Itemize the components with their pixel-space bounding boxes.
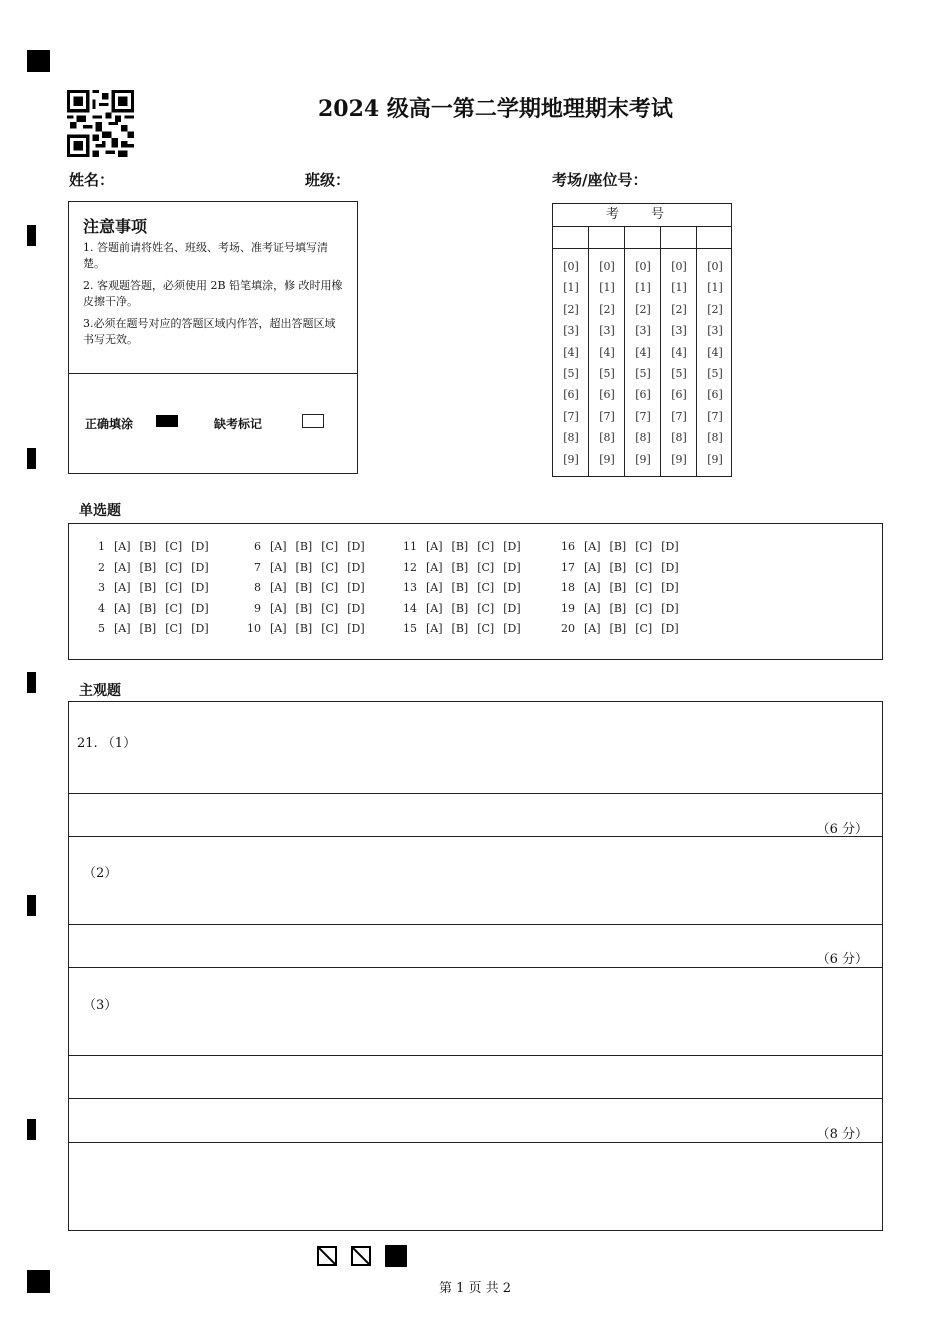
mcq-option-bubble[interactable]: [B]: [139, 622, 157, 635]
timing-mark: [27, 672, 36, 693]
mcq-option-bubble[interactable]: [A]: [270, 601, 287, 615]
mcq-option-bubble[interactable]: [B]: [139, 581, 157, 594]
mcq-option-bubble[interactable]: [D]: [661, 540, 679, 553]
mcq-option-bubble[interactable]: [A]: [426, 622, 443, 635]
exam-digit-bubble[interactable]: [7]: [563, 409, 579, 423]
page-mark-cross: [351, 1246, 371, 1266]
exam-digit-bubble[interactable]: [1]: [707, 281, 723, 295]
mcq-option-bubble[interactable]: [B]: [139, 540, 157, 553]
mcq-option-bubble[interactable]: [D]: [503, 601, 521, 615]
exam-digit-bubble[interactable]: [3]: [671, 324, 687, 338]
mcq-option-bubble[interactable]: [C]: [477, 622, 495, 635]
notice-heading: 注意事项: [83, 217, 148, 236]
mcq-option-bubble[interactable]: [B]: [139, 560, 157, 574]
correct-fill-sample: [156, 415, 178, 427]
mcq-section-label: 单选题: [79, 503, 121, 519]
mcq-option-bubble[interactable]: [A]: [584, 560, 601, 574]
page-mark-cross: [317, 1246, 337, 1266]
mcq-number: 10: [247, 622, 261, 635]
exam-digit-bubble[interactable]: [5]: [635, 367, 651, 380]
mcq-option-bubble[interactable]: [C]: [165, 622, 183, 635]
absent-mark-label: 缺考标记: [214, 417, 263, 431]
mcq-question-15: [401, 622, 521, 635]
mcq-option-bubble[interactable]: [A]: [270, 581, 287, 594]
exam-digit-bubble[interactable]: [9]: [599, 452, 615, 466]
mcq-option-bubble[interactable]: [B]: [295, 622, 313, 635]
exam-digit-bubble[interactable]: [9]: [563, 452, 579, 466]
mcq-number: 2: [98, 560, 105, 574]
qr-code-icon: [67, 90, 134, 157]
mcq-option-bubble[interactable]: [D]: [503, 540, 521, 553]
exam-digit-bubble[interactable]: [0]: [599, 260, 615, 273]
absent-mark-box[interactable]: [302, 414, 324, 428]
mcq-option-bubble[interactable]: [D]: [661, 601, 679, 615]
mcq-question-7: [245, 561, 365, 574]
mcq-number: 18: [561, 581, 575, 594]
timing-mark: [27, 1119, 36, 1140]
exam-digit-bubble[interactable]: [1]: [599, 281, 615, 295]
answer-line: [69, 1055, 882, 1056]
exam-digit-bubble[interactable]: [7]: [707, 409, 723, 423]
subjective-section-label: 主观题: [79, 683, 121, 699]
exam-title: 2024 级高一第二学期地理期末考试: [318, 96, 673, 122]
answer-line: [69, 967, 882, 968]
exam-digit-bubble[interactable]: [8]: [563, 431, 579, 445]
mcq-question-12: [401, 561, 521, 574]
mcq-option-bubble[interactable]: [B]: [139, 601, 157, 615]
mcq-question-17: [559, 561, 679, 574]
correct-fill-label: 正确填涂: [85, 417, 134, 431]
score-label: （6 分）: [816, 952, 868, 967]
mcq-option-bubble[interactable]: [C]: [477, 540, 495, 553]
mcq-option-bubble[interactable]: [C]: [321, 540, 339, 553]
mcq-question-10: [245, 622, 365, 635]
exam-digit-bubble[interactable]: [2]: [635, 302, 651, 316]
question-3-label: （3）: [83, 998, 118, 1013]
mcq-number: 5: [98, 622, 105, 635]
page-mark-filled: [385, 1245, 407, 1267]
mcq-option-bubble[interactable]: [A]: [114, 540, 131, 553]
divider: [69, 373, 357, 374]
mcq-option-bubble[interactable]: [D]: [661, 622, 679, 635]
exam-digit-bubble[interactable]: [2]: [671, 302, 687, 316]
exam-digit-bubble[interactable]: [8]: [599, 431, 615, 445]
mcq-question-14: [401, 602, 521, 615]
registration-mark-top-left: [27, 50, 50, 72]
mcq-option-bubble[interactable]: [B]: [609, 560, 627, 574]
exam-digit-bubble[interactable]: [8]: [707, 431, 723, 445]
mcq-option-bubble[interactable]: [C]: [321, 560, 339, 574]
mcq-option-bubble[interactable]: [D]: [503, 581, 521, 594]
mcq-option-bubble[interactable]: [A]: [584, 581, 601, 594]
exam-digit-bubble[interactable]: [5]: [599, 367, 615, 380]
mcq-option-bubble[interactable]: [C]: [635, 622, 653, 635]
mcq-number: 13: [403, 581, 417, 594]
exam-digit-bubble[interactable]: [3]: [599, 324, 615, 338]
mcq-option-bubble[interactable]: [D]: [347, 622, 365, 635]
mcq-option-bubble[interactable]: [D]: [347, 560, 365, 574]
mcq-question-11: [401, 540, 521, 553]
exam-digit-bubble[interactable]: [2]: [599, 302, 615, 316]
mcq-question-9: [245, 602, 365, 615]
exam-digit-bubble[interactable]: [6]: [599, 388, 615, 402]
mcq-option-bubble[interactable]: [A]: [270, 560, 287, 574]
mcq-question-19: [559, 602, 679, 615]
exam-digit-bubble[interactable]: [4]: [599, 345, 615, 359]
answer-line: [69, 924, 882, 925]
notice-item: 3.必须在题号对应的答题区域内作答，超出答题区域书写无效。: [83, 317, 336, 346]
mcq-option-bubble[interactable]: [A]: [114, 560, 131, 574]
exam-digit-bubble[interactable]: [2]: [707, 302, 723, 316]
mcq-option-bubble[interactable]: [C]: [635, 601, 653, 615]
score-label: （8 分）: [816, 1127, 868, 1142]
exam-digit-bubble[interactable]: [1]: [671, 281, 687, 295]
mcq-question-6: [245, 540, 365, 553]
mcq-option-bubble[interactable]: [B]: [451, 601, 469, 615]
mcq-option-bubble[interactable]: [C]: [635, 560, 653, 574]
mcq-number: 15: [403, 622, 417, 635]
mcq-option-bubble[interactable]: [A]: [426, 581, 443, 594]
mcq-option-bubble[interactable]: [D]: [661, 581, 679, 594]
mcq-option-bubble[interactable]: [C]: [165, 560, 183, 574]
mcq-option-bubble[interactable]: [B]: [609, 601, 627, 615]
answer-line: [69, 793, 882, 794]
mcq-option-bubble[interactable]: [B]: [451, 540, 469, 553]
mcq-option-bubble[interactable]: [D]: [191, 540, 209, 553]
mcq-option-bubble[interactable]: [C]: [321, 581, 339, 594]
mcq-option-bubble[interactable]: [B]: [295, 540, 313, 553]
mcq-option-bubble[interactable]: [D]: [191, 622, 209, 635]
mcq-number: 4: [98, 601, 105, 615]
mcq-option-bubble[interactable]: [A]: [426, 540, 443, 553]
mcq-question-8: [245, 581, 365, 594]
exam-digit-bubble[interactable]: [0]: [563, 260, 579, 273]
mcq-option-bubble[interactable]: [D]: [191, 560, 209, 574]
notice-item: 2. 客观题答题，必须使用 2B 铅笔填涂，修 改时用橡皮擦干净。: [83, 279, 343, 308]
mcq-number: 17: [561, 560, 575, 574]
mcq-question-16: [559, 540, 679, 553]
exam-digit-bubble[interactable]: [6]: [671, 388, 687, 402]
notice-item: 1. 答题前请将姓名、班级、考场、准考证号填写清楚。: [83, 241, 328, 270]
mcq-box: [68, 523, 883, 660]
mcq-number: 9: [254, 601, 261, 615]
mcq-number: 3: [98, 581, 105, 594]
mcq-option-bubble[interactable]: [A]: [584, 540, 601, 553]
exam-number-header: 考 号: [553, 204, 731, 227]
exam-digit-bubble[interactable]: [3]: [563, 324, 579, 338]
mcq-number: 12: [403, 560, 417, 574]
mcq-option-bubble[interactable]: [C]: [635, 581, 653, 594]
mcq-option-bubble[interactable]: [B]: [295, 601, 313, 615]
exam-digit-bubble[interactable]: [4]: [563, 345, 579, 359]
exam-digit-bubble[interactable]: [5]: [563, 367, 579, 380]
mcq-option-bubble[interactable]: [A]: [426, 601, 443, 615]
mcq-question-3: [89, 581, 209, 594]
mcq-option-bubble[interactable]: [B]: [451, 622, 469, 635]
mcq-option-bubble[interactable]: [A]: [114, 622, 131, 635]
exam-digit-bubble[interactable]: [9]: [707, 452, 723, 466]
mcq-question-4: [89, 602, 209, 615]
exam-digit-bubble[interactable]: [3]: [707, 324, 723, 338]
exam-number-grid: [552, 203, 732, 477]
exam-digit-bubble[interactable]: [1]: [635, 281, 651, 295]
exam-digit-bubble[interactable]: [0]: [635, 260, 651, 273]
timing-mark: [27, 225, 36, 246]
exam-number-write-row[interactable]: [553, 226, 731, 249]
answer-box[interactable]: [68, 701, 883, 1231]
exam-digit-bubble[interactable]: [8]: [671, 431, 687, 445]
mcq-option-bubble[interactable]: [A]: [584, 622, 601, 635]
mcq-option-bubble[interactable]: [B]: [295, 560, 313, 574]
mcq-option-bubble[interactable]: [A]: [114, 601, 131, 615]
mcq-number: 8: [254, 581, 261, 594]
mcq-option-bubble[interactable]: [C]: [477, 601, 495, 615]
mcq-number: 11: [403, 540, 417, 553]
timing-mark: [27, 448, 36, 469]
mcq-option-bubble[interactable]: [B]: [451, 560, 469, 574]
mcq-question-20: [559, 622, 679, 635]
mcq-number: 6: [254, 540, 261, 553]
mcq-number: 19: [561, 601, 575, 615]
mcq-option-bubble[interactable]: [A]: [270, 622, 287, 635]
page-number: 第 1 页 共 2: [438, 1281, 512, 1296]
exam-digit-bubble[interactable]: [9]: [671, 452, 687, 466]
exam-digit-bubble[interactable]: [1]: [563, 281, 579, 295]
mcq-option-bubble[interactable]: [D]: [347, 581, 365, 594]
answer-line: [69, 1142, 882, 1143]
mcq-option-bubble[interactable]: [A]: [426, 560, 443, 574]
mcq-option-bubble[interactable]: [B]: [609, 622, 627, 635]
mcq-number: 1: [98, 540, 105, 553]
exam-digit-bubble[interactable]: [7]: [671, 409, 687, 423]
mcq-number: 16: [561, 540, 575, 553]
exam-digit-bubble[interactable]: [7]: [599, 409, 615, 423]
mcq-option-bubble[interactable]: [C]: [477, 560, 495, 574]
exam-digit-bubble[interactable]: [9]: [635, 452, 651, 466]
mcq-question-5: [89, 622, 209, 635]
exam-digit-bubble[interactable]: [5]: [671, 367, 687, 380]
seat-field-label: 考场/座位号：: [552, 171, 648, 189]
exam-digit-bubble[interactable]: [5]: [707, 367, 723, 380]
question-2-label: （2）: [83, 866, 118, 881]
question-21-label: 21. （1）: [77, 736, 137, 751]
exam-digit-bubble[interactable]: [2]: [563, 302, 579, 316]
answer-line: [69, 1098, 882, 1099]
exam-digit-bubble[interactable]: [4]: [707, 345, 723, 359]
mcq-option-bubble[interactable]: [D]: [503, 622, 521, 635]
exam-digit-bubble[interactable]: [6]: [563, 388, 579, 402]
mcq-question-2: [89, 561, 209, 574]
mcq-option-bubble[interactable]: [C]: [165, 581, 183, 594]
timing-mark: [27, 895, 36, 916]
exam-digit-bubble[interactable]: [4]: [635, 345, 651, 359]
mcq-option-bubble[interactable]: [C]: [165, 540, 183, 553]
score-label: （6 分）: [816, 822, 868, 837]
mcq-option-bubble[interactable]: [B]: [451, 581, 469, 594]
mcq-question-1: [89, 540, 209, 553]
exam-digit-bubble[interactable]: [8]: [635, 431, 651, 445]
mcq-option-bubble[interactable]: [A]: [270, 540, 287, 553]
exam-digit-bubble[interactable]: [4]: [671, 345, 687, 359]
mcq-number: 20: [561, 622, 575, 635]
answer-line: [69, 836, 882, 837]
mcq-option-bubble[interactable]: [C]: [321, 601, 339, 615]
exam-digit-bubble[interactable]: [6]: [635, 388, 651, 402]
mcq-option-bubble[interactable]: [A]: [114, 581, 131, 594]
notice-box: [68, 201, 358, 474]
mcq-question-18: [559, 581, 679, 594]
mcq-option-bubble[interactable]: [C]: [321, 622, 339, 635]
mcq-option-bubble[interactable]: [D]: [347, 540, 365, 553]
mcq-number: 14: [403, 601, 417, 615]
exam-digit-bubble[interactable]: [0]: [707, 260, 723, 273]
mcq-option-bubble[interactable]: [C]: [635, 540, 653, 553]
mcq-option-bubble[interactable]: [D]: [191, 601, 209, 615]
mcq-option-bubble[interactable]: [D]: [191, 581, 209, 594]
exam-digit-bubble[interactable]: [3]: [635, 324, 651, 338]
mcq-option-bubble[interactable]: [C]: [165, 601, 183, 615]
mcq-option-bubble[interactable]: [D]: [661, 560, 679, 574]
mcq-option-bubble[interactable]: [B]: [609, 540, 627, 553]
mcq-option-bubble[interactable]: [D]: [347, 601, 365, 615]
mcq-number: 7: [254, 560, 261, 574]
mcq-option-bubble[interactable]: [A]: [584, 601, 601, 615]
mcq-option-bubble[interactable]: [D]: [503, 560, 521, 574]
mcq-option-bubble[interactable]: [C]: [477, 581, 495, 594]
mcq-option-bubble[interactable]: [B]: [609, 581, 627, 594]
name-field-label: 姓名：: [69, 171, 115, 189]
exam-digit-bubble[interactable]: [6]: [707, 388, 723, 402]
mcq-option-bubble[interactable]: [B]: [295, 581, 313, 594]
exam-digit-bubble[interactable]: [0]: [671, 260, 687, 273]
exam-digit-bubble[interactable]: [7]: [635, 409, 651, 423]
mcq-question-13: [401, 581, 521, 594]
class-field-label: 班级：: [305, 171, 351, 189]
